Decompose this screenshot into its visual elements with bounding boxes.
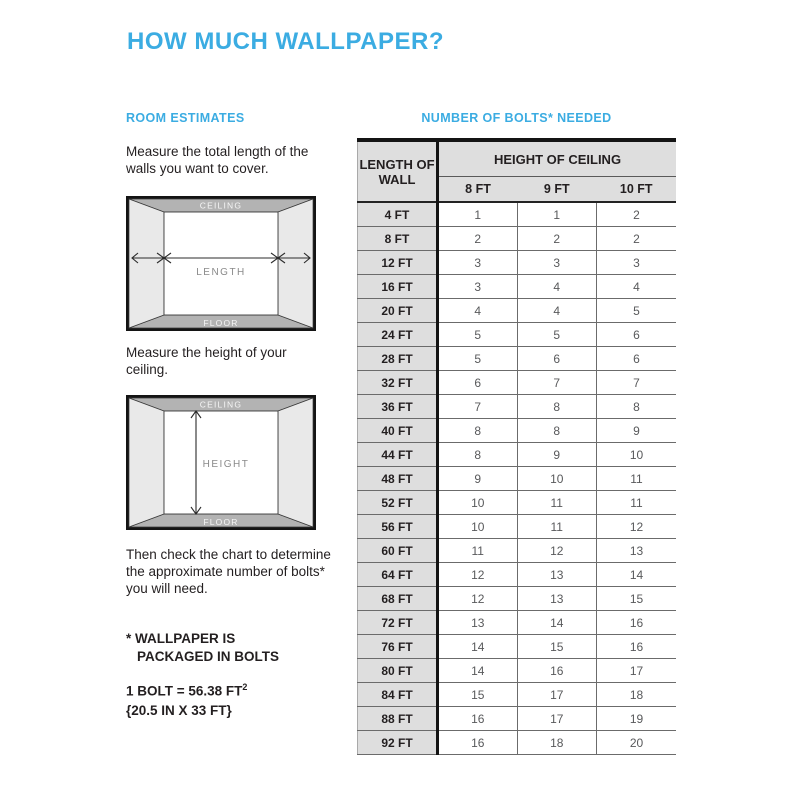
wall-length-label: 88 FT	[358, 707, 438, 731]
bolt-count-cell: 4	[597, 275, 677, 299]
bolt-count-cell: 13	[517, 587, 597, 611]
left-wall-panel	[129, 398, 164, 527]
bolt-count-cell: 10	[438, 491, 518, 515]
table-row	[358, 683, 677, 707]
wall-length-label: 36 FT	[358, 395, 438, 419]
bolt-count-cell: 10	[597, 443, 677, 467]
bolt-count-cell: 10	[438, 515, 518, 539]
bolt-count-cell: 2	[597, 202, 677, 227]
wall-length-label: 64 FT	[358, 563, 438, 587]
bolt-count-cell: 16	[597, 635, 677, 659]
bolt-count-cell: 11	[597, 467, 677, 491]
wall-length-label: 52 FT	[358, 491, 438, 515]
col-header-8ft: 8 FT	[438, 177, 518, 203]
bolt-count-cell: 10	[517, 467, 597, 491]
wall-length-label: 24 FT	[358, 323, 438, 347]
bolt-count-cell: 12	[517, 539, 597, 563]
table-row	[358, 227, 677, 251]
ceiling-label: CEILING	[199, 200, 243, 211]
table-body	[358, 202, 677, 755]
bolt-size-line2: {20.5 IN X 33 FT}	[126, 702, 232, 718]
wall-length-label: 12 FT	[358, 251, 438, 275]
page-title: HOW MUCH WALLPAPER?	[127, 28, 445, 55]
table-row	[358, 731, 677, 755]
wall-length-label: 48 FT	[358, 467, 438, 491]
bolt-count-cell: 18	[597, 683, 677, 707]
bolt-count-cell: 5	[438, 347, 518, 371]
wall-length-label: 8 FT	[358, 227, 438, 251]
bolt-count-cell: 8	[597, 395, 677, 419]
bolt-count-cell: 8	[517, 395, 597, 419]
bolt-count-cell: 3	[438, 275, 518, 299]
bolt-count-cell: 8	[438, 443, 518, 467]
bolt-count-cell: 9	[597, 419, 677, 443]
bolt-count-cell: 3	[438, 251, 518, 275]
bolt-count-cell: 17	[597, 659, 677, 683]
height-of-ceiling-header: HEIGHT OF CEILING	[438, 140, 677, 177]
step2-instruction: Measure the height of your ceiling.	[126, 345, 287, 377]
table-row	[358, 202, 677, 227]
table-row	[358, 707, 677, 731]
bolt-size-info	[126, 678, 247, 720]
table-row	[358, 419, 677, 443]
table-row	[358, 587, 677, 611]
bolt-count-cell: 13	[517, 563, 597, 587]
bolt-count-cell: 15	[597, 587, 677, 611]
table-row	[358, 491, 677, 515]
bolt-count-cell: 11	[517, 491, 597, 515]
wall-length-label: 44 FT	[358, 443, 438, 467]
bolt-count-cell: 17	[517, 707, 597, 731]
bolt-count-cell: 4	[517, 299, 597, 323]
bolt-count-cell: 5	[517, 323, 597, 347]
wall-length-label: 28 FT	[358, 347, 438, 371]
bolt-count-cell: 9	[438, 467, 518, 491]
bolt-size-text: 1 BOLT = 56.38 FT	[126, 683, 243, 699]
room-estimates-heading: ROOM ESTIMATES	[126, 111, 245, 125]
bolt-size-superscript: 2	[242, 682, 248, 692]
bolts-table	[357, 138, 676, 755]
table-group-header-row	[358, 140, 677, 177]
bolt-count-cell: 7	[597, 371, 677, 395]
room-length-diagram	[126, 196, 316, 331]
table-row	[358, 539, 677, 563]
wall-length-label: 80 FT	[358, 659, 438, 683]
bolt-count-cell: 7	[517, 371, 597, 395]
bolt-count-cell: 6	[597, 323, 677, 347]
bolt-count-cell: 6	[597, 347, 677, 371]
bolt-count-cell: 13	[597, 539, 677, 563]
bolt-count-cell: 17	[517, 683, 597, 707]
bolt-count-cell: 8	[438, 419, 518, 443]
bolt-count-cell: 15	[517, 635, 597, 659]
wall-length-label: 72 FT	[358, 611, 438, 635]
bolt-count-cell: 13	[438, 611, 518, 635]
step1-instruction: Measure the total length of the walls you want to cover.	[126, 144, 309, 176]
wall-length-label: 84 FT	[358, 683, 438, 707]
bolt-count-cell: 3	[597, 251, 677, 275]
wall-length-label: 40 FT	[358, 419, 438, 443]
table-row	[358, 347, 677, 371]
bolt-count-cell: 16	[438, 731, 518, 755]
bolt-count-cell: 11	[517, 515, 597, 539]
bolt-count-cell: 1	[517, 202, 597, 227]
length-dimension-label: LENGTH	[196, 267, 246, 278]
table-row	[358, 659, 677, 683]
wall-length-label: 20 FT	[358, 299, 438, 323]
table-row	[358, 395, 677, 419]
bolt-count-cell: 9	[517, 443, 597, 467]
bolt-count-cell: 12	[597, 515, 677, 539]
bolt-count-cell: 12	[438, 563, 518, 587]
bolt-count-cell: 14	[438, 635, 518, 659]
bolt-count-cell: 3	[517, 251, 597, 275]
wall-length-label: 32 FT	[358, 371, 438, 395]
table-row	[358, 323, 677, 347]
table-row	[358, 635, 677, 659]
wall-length-label: 56 FT	[358, 515, 438, 539]
bolt-count-cell: 15	[438, 683, 518, 707]
bolt-count-cell: 6	[438, 371, 518, 395]
table-row	[358, 275, 677, 299]
right-wall-panel	[278, 398, 313, 527]
bolt-count-cell: 7	[438, 395, 518, 419]
bolt-count-cell: 16	[597, 611, 677, 635]
bolt-count-cell: 14	[597, 563, 677, 587]
bolt-count-cell: 6	[517, 347, 597, 371]
right-wall-panel	[278, 199, 313, 328]
bolt-count-cell: 19	[597, 707, 677, 731]
bolt-count-cell: 18	[517, 731, 597, 755]
table-row	[358, 443, 677, 467]
back-wall-panel	[164, 212, 278, 315]
floor-label: FLOOR	[203, 517, 239, 527]
step3-instruction: Then check the chart to determine the approximate number of bolts* you will need.	[126, 547, 331, 596]
wall-length-label: 76 FT	[358, 635, 438, 659]
wall-length-label: 92 FT	[358, 731, 438, 755]
bolt-count-cell: 16	[438, 707, 518, 731]
col-header-9ft: 9 FT	[517, 177, 597, 203]
left-wall-panel	[129, 199, 164, 328]
room-height-diagram	[126, 395, 316, 530]
col-header-10ft: 10 FT	[597, 177, 677, 203]
footnote-line1: * WALLPAPER IS	[126, 631, 236, 646]
bolt-size-line1	[126, 678, 247, 701]
bolt-count-cell: 14	[517, 611, 597, 635]
floor-label: FLOOR	[203, 318, 239, 328]
table-row	[358, 515, 677, 539]
bolt-count-cell: 8	[517, 419, 597, 443]
bolt-count-cell: 16	[517, 659, 597, 683]
table-row	[358, 563, 677, 587]
bolt-count-cell: 5	[438, 323, 518, 347]
table-row	[358, 299, 677, 323]
bolt-count-cell: 14	[438, 659, 518, 683]
footnote-line2: PACKAGED IN BOLTS	[137, 649, 280, 664]
bolt-count-cell: 1	[438, 202, 518, 227]
table-row	[358, 467, 677, 491]
bolts-needed-heading: NUMBER OF BOLTS* NEEDED	[421, 111, 612, 125]
bolts-table-container	[357, 138, 676, 755]
bolt-count-cell: 4	[438, 299, 518, 323]
wall-length-label: 60 FT	[358, 539, 438, 563]
ceiling-label: CEILING	[199, 399, 243, 410]
table-row	[358, 371, 677, 395]
bolt-count-cell: 4	[517, 275, 597, 299]
bolt-count-cell: 20	[597, 731, 677, 755]
bolt-count-cell: 11	[438, 539, 518, 563]
wall-length-label: 4 FT	[358, 202, 438, 227]
length-of-wall-header: LENGTH OF WALL	[358, 140, 438, 202]
height-dimension-label: HEIGHT	[202, 459, 250, 470]
wall-length-label: 68 FT	[358, 587, 438, 611]
bolt-count-cell: 2	[517, 227, 597, 251]
bolt-count-cell: 2	[438, 227, 518, 251]
table-row	[358, 251, 677, 275]
table-row	[358, 611, 677, 635]
bolts-footnote	[126, 630, 279, 666]
bolt-count-cell: 2	[597, 227, 677, 251]
bolt-count-cell: 12	[438, 587, 518, 611]
wall-length-label: 16 FT	[358, 275, 438, 299]
bolt-count-cell: 11	[597, 491, 677, 515]
bolt-count-cell: 5	[597, 299, 677, 323]
